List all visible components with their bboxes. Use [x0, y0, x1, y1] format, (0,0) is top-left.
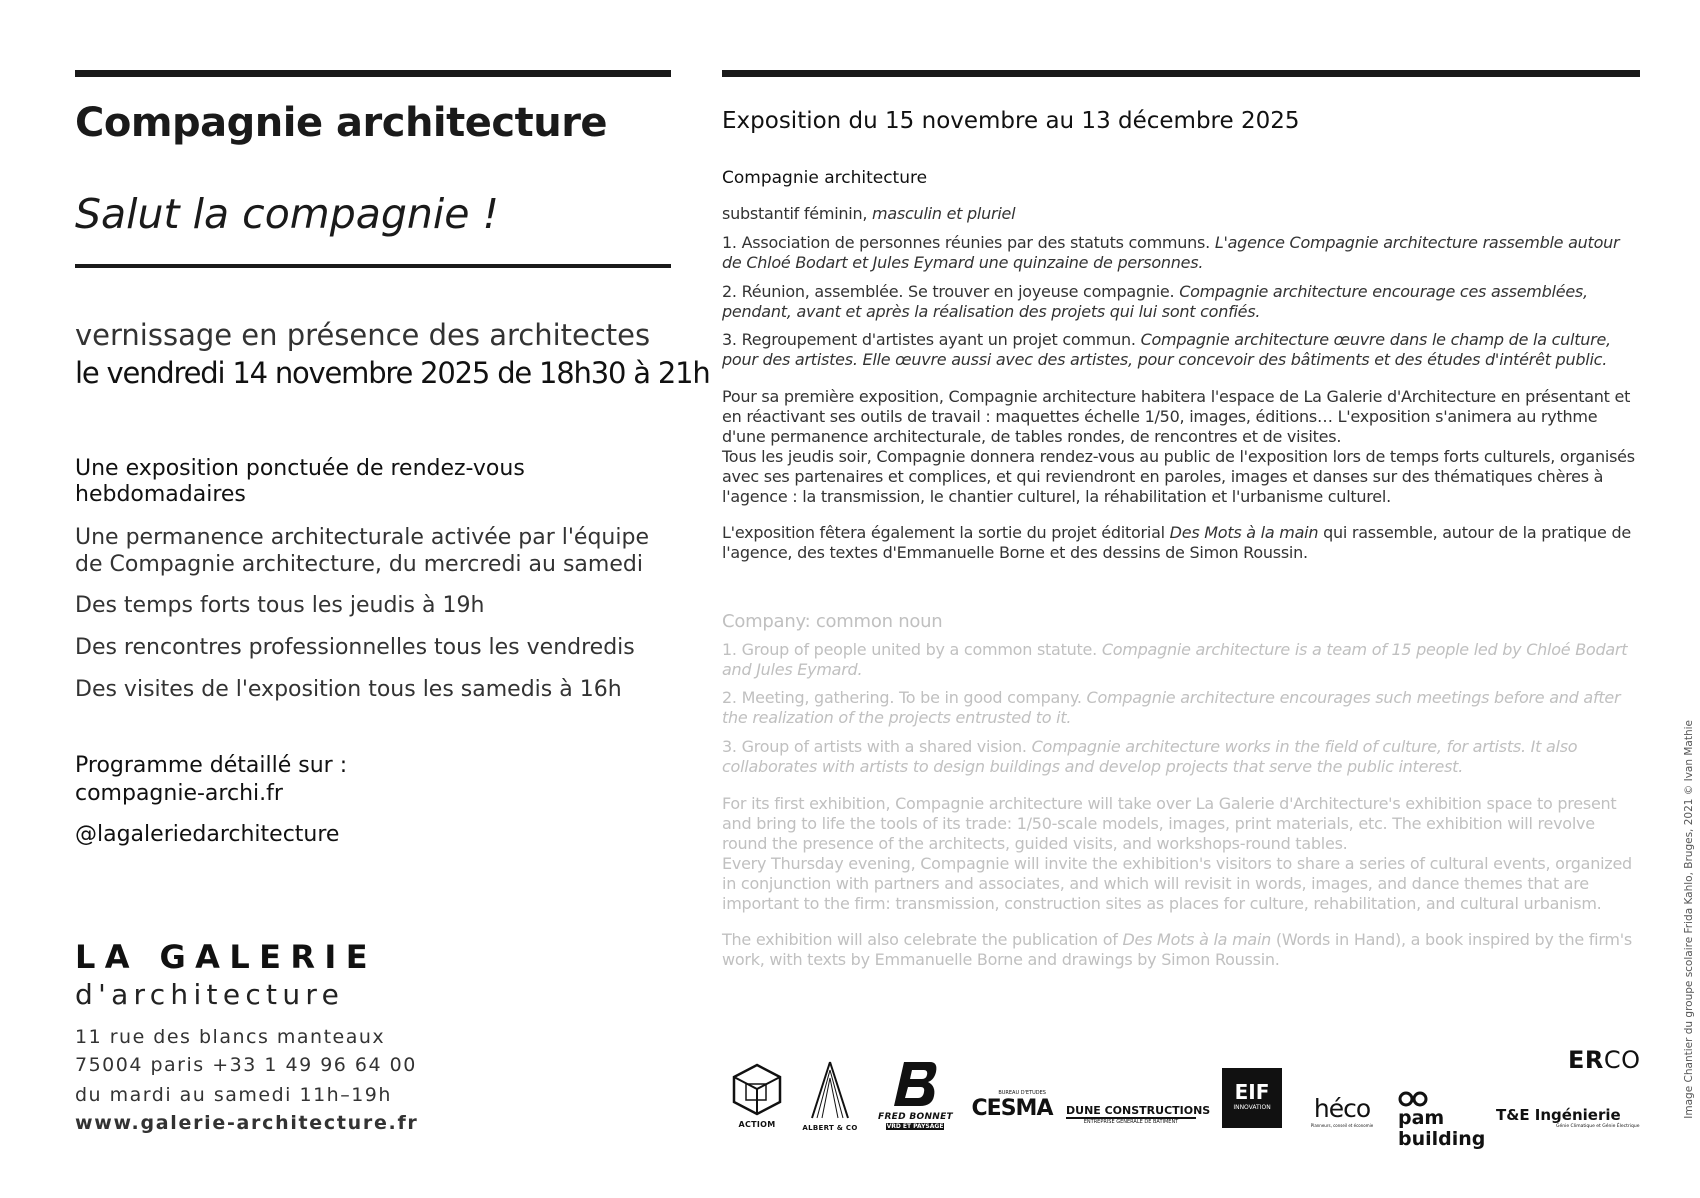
- events-heading: Une exposition ponctuée de rendez-vous hebdomadaires: [75, 456, 525, 507]
- logo-albert-co: ALBERT & CO: [800, 1060, 860, 1132]
- event-item: Des rencontres professionnelles tous les vendredis: [75, 635, 635, 660]
- vernissage-line: vernissage en présence des architectes: [75, 318, 651, 352]
- logo-erco: ERCO: [1568, 1046, 1641, 1074]
- event-item: Des temps forts tous les jeudis à 19h: [75, 593, 485, 618]
- instagram-handle[interactable]: @lagaleriedarchitecture: [75, 822, 340, 847]
- description-fr: Pour sa première exposition, Compagnie architecture habitera l'espace de La Galerie d'Architecture en présentant et en réactivant ses outils de travail : maquettes échelle 1/50, images, éditions… L'exposition s'animera au rythme d'une permanence architecturale, de tables rondes, de rencontres et de visites. Tous les jeudis soir, Compagnie donnera rendez-vous au public de l'exposition lors de temps forts culturels, organisés avec ses partenaires et complices, et qui reviendront en paroles, images et danses sur des thématiques chères à l'agence : la transmission, le chantier culturel, la réhabilitation et l'urbanisme culturel.: [722, 387, 1635, 506]
- subtitle: Salut la compagnie !: [75, 190, 499, 238]
- top-rule-right: [722, 70, 1640, 77]
- definition-fr-2: 2. Réunion, assemblée. Se trouver en joyeuse compagnie. Compagnie architecture encourage ces assemblées, pendant, avant et après la réalisation des projets qui lui sont confiés.: [722, 282, 1588, 321]
- event-item: Une permanence architecturale activée par l'équipe de Compagnie architecture, du mercredi au samedi: [75, 525, 649, 577]
- publication-en: The exhibition will also celebrate the publication of Des Mots à la main (Words in Hand), a book inspired by the firm's work, with texts by Emmanuelle Borne and drawings by Simon Roussin.: [722, 930, 1632, 969]
- program-link[interactable]: compagnie-archi.fr: [75, 781, 283, 806]
- logo-te-ingenierie: T&E Ingénierie Génie Climatique et Génie Électrique: [1496, 1106, 1640, 1129]
- logo-fred-bonnet: FRED BONNET VRD ET PAYSAGE: [878, 1060, 952, 1130]
- definition-term: Compagnie architecture: [722, 168, 928, 188]
- definition-term-en: Company: common noun: [722, 611, 943, 632]
- definition-fr-3: 3. Regroupement d'artistes ayant un projet commun. Compagnie architecture œuvre dans le champ de la culture, pour des artistes. Elle œuvre aussi avec des artistes, pour concevoir des bâtiments et des études d'intérêt public.: [722, 330, 1611, 369]
- actiom-cube-icon: [730, 1062, 784, 1116]
- exhibition-dates: Exposition du 15 novembre au 13 décembre 2025: [722, 108, 1300, 134]
- gallery-address: 11 rue des blancs manteaux: [75, 1026, 386, 1048]
- title-divider: [75, 264, 671, 268]
- program-label: Programme détaillé sur :: [75, 753, 348, 778]
- vernissage-date: le vendredi 14 novembre 2025 de 18h30 à 21h: [75, 356, 710, 390]
- gallery-hours: du mardi au samedi 11h–19h: [75, 1084, 392, 1106]
- top-rule-left: [75, 70, 671, 77]
- description-en: For its first exhibition, Compagnie architecture will take over La Galerie d'Architecture's exhibition space to present and bring to life the tools of its trade: 1/50-scale models, images, print materials, etc. The exhibition will revolve round the presence of the architects, guided visits, and workshops-round tables. Every Thursday evening, Compagnie will invite the exhibition's visitors to share a series of cultural events, organized in conjunction with partners and associates, and which will revisit in words, images, and dance themes that are important to the firm: transmission, construction sites as places for culture, rehabilitation, and cultural urbanism.: [722, 794, 1632, 913]
- event-item: Des visites de l'exposition tous les samedis à 16h: [75, 677, 622, 702]
- fred-bonnet-b-icon: [890, 1060, 940, 1108]
- gallery-city-phone: 75004 paris +33 1 49 96 64 00: [75, 1054, 417, 1076]
- definition-en-1: 1. Group of people united by a common statute. Compagnie architecture is a team of 15 people led by Chloé Bodart and Jules Eymard.: [722, 640, 1628, 679]
- definition-en-3: 3. Group of artists with a shared vision. Compagnie architecture works in the field of culture, for artists. It also collaborates with artists to design buildings and develop projects that serve the public interest.: [722, 737, 1578, 776]
- gallery-logo-subname: d'architecture: [75, 978, 345, 1011]
- pam-rings-icon: [1398, 1091, 1430, 1107]
- page-title: Compagnie architecture: [75, 100, 608, 146]
- definition-pos: substantif féminin, masculin et pluriel: [722, 204, 1016, 223]
- logo-actiom: ACTIOM: [722, 1062, 792, 1129]
- definition-en-2: 2. Meeting, gathering. To be in good company. Compagnie architecture encourages such meetings before and after the realization of the projects entrusted to it.: [722, 688, 1621, 727]
- logo-eif-innovation: EIF INNOVATION: [1222, 1068, 1282, 1128]
- logo-heco: héco Planneurs, conseil et économie: [1310, 1094, 1374, 1128]
- gallery-logo-name: LA GALERIE: [75, 938, 377, 976]
- definition-fr-1: 1. Association de personnes réunies par des statuts communs. L'agence Compagnie architecture rassemble autour de Chloé Bodart et Jules Eymard une quinzaine de personnes.: [722, 233, 1620, 272]
- logo-pam-building: pam building: [1398, 1088, 1478, 1149]
- logo-dune-constructions: DUNE CONSTRUCTIONS ENTREPRISE GÉNÉRALE DE BÂTIMENT: [1066, 1104, 1211, 1125]
- albert-a-icon: [808, 1060, 852, 1120]
- publication-fr: L'exposition fêtera également la sortie du projet éditorial Des Mots à la main qui rassemble, autour de la pratique de l'agence, des textes d'Emmanuelle Borne et des dessins de Simon Roussin.: [722, 523, 1631, 562]
- program-block: [75, 752, 675, 808]
- logo-cesma: BUREAU D'ETUDES CESMA: [971, 1090, 1053, 1121]
- gallery-website[interactable]: www.galerie-architecture.fr: [75, 1112, 419, 1134]
